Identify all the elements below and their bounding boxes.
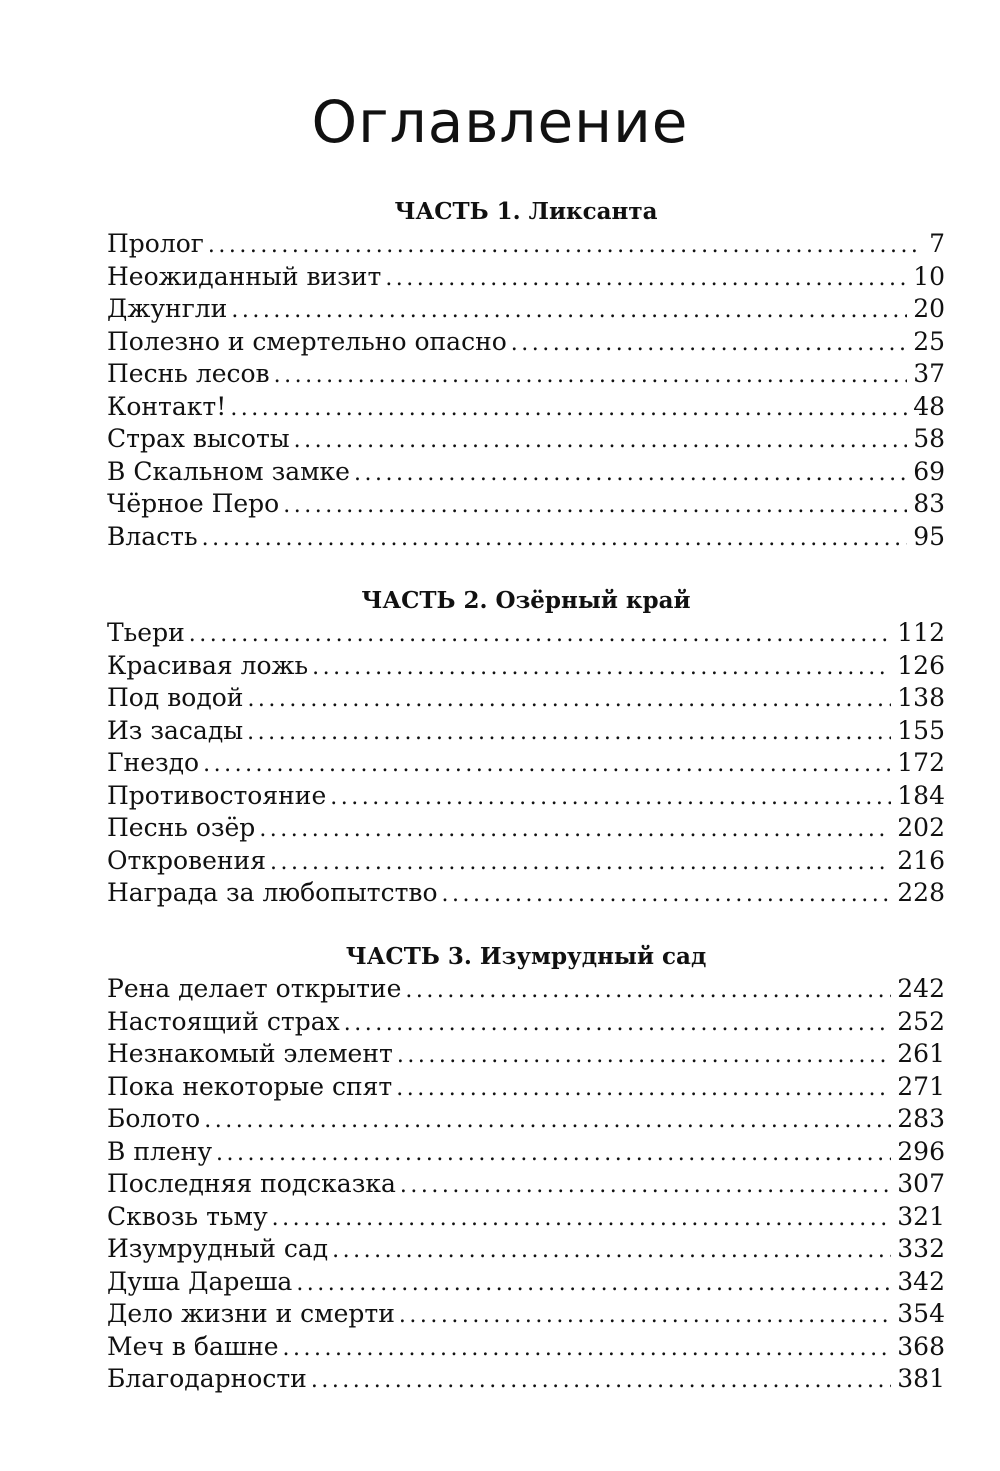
entry-title: Чёрное Перо [107, 489, 280, 518]
entry-title: Гнездо [107, 748, 200, 777]
entry-page: 283 [897, 1104, 945, 1133]
part-heading: ЧАСТЬ 2. Озёрный край [361, 587, 691, 614]
dot-leader [231, 295, 907, 328]
entry-page: 48 [913, 391, 945, 421]
entry-page: 138 [897, 683, 945, 712]
dot-leader [247, 717, 891, 750]
dot-leader [294, 425, 908, 458]
toc-entry [107, 391, 945, 424]
dot-leader [511, 328, 907, 361]
toc-entry [107, 1363, 945, 1396]
dot-leader [247, 684, 891, 717]
entry-page: 261 [897, 1039, 945, 1068]
toc-entry [107, 877, 945, 910]
toc-entry [107, 521, 945, 554]
entry-title: Сквозь тьму [107, 1201, 268, 1231]
dot-leader [311, 1365, 891, 1398]
part-heading: ЧАСТЬ 1. Ликсанта [394, 198, 658, 225]
toc-entry [107, 650, 945, 683]
entry-page: 307 [897, 1169, 945, 1198]
dot-leader [354, 458, 907, 491]
dot-leader [400, 1170, 891, 1203]
dot-leader [396, 1073, 891, 1106]
toc-entry [107, 780, 945, 813]
toc-entry [107, 715, 945, 748]
dot-leader [270, 847, 891, 880]
entry-title: В Скальном замке [107, 456, 350, 486]
entry-page: 184 [897, 780, 945, 810]
entry-title: Из засады [107, 715, 244, 745]
dot-leader [332, 1235, 891, 1268]
dot-leader [230, 393, 907, 426]
part-2 [107, 585, 945, 910]
entry-page: 242 [897, 974, 945, 1003]
entry-title: Джунгли [107, 294, 228, 323]
entry-page: 126 [897, 650, 945, 680]
dot-leader [405, 975, 891, 1008]
dot-leader [272, 1203, 892, 1236]
toc-entry [107, 358, 945, 391]
entry-page: 37 [913, 359, 945, 388]
entry-title: Награда за любопытство [107, 878, 438, 907]
dot-leader [274, 360, 908, 393]
dot-leader [399, 1300, 891, 1333]
toc-entry [107, 1038, 945, 1071]
entry-page: 202 [897, 813, 945, 842]
toc-entry [107, 1136, 945, 1169]
dot-leader [344, 1008, 892, 1041]
entry-page: 252 [897, 1006, 945, 1036]
dot-leader [189, 619, 892, 652]
entry-title: Рена делает открытие [107, 974, 402, 1003]
toc-entry [107, 747, 945, 780]
dot-leader [283, 490, 907, 523]
entry-page: 10 [913, 261, 945, 291]
dot-leader [203, 749, 891, 782]
entry-page: 296 [897, 1136, 945, 1166]
entry-page: 7 [929, 229, 945, 258]
toc-entry [107, 1233, 945, 1266]
entry-page: 228 [897, 878, 945, 907]
toc-entry [107, 456, 945, 489]
part-3 [107, 941, 945, 1396]
dot-leader [330, 782, 891, 815]
entry-title: Изумрудный сад [107, 1234, 329, 1263]
toc-entry [107, 845, 945, 878]
dot-leader [216, 1138, 891, 1171]
entry-title: Песнь лесов [107, 359, 270, 388]
dot-leader [397, 1040, 891, 1073]
entry-page: 381 [897, 1364, 945, 1393]
entry-title: Неожиданный визит [107, 261, 382, 291]
dot-leader [442, 879, 892, 912]
entry-title: Власть [107, 521, 198, 551]
toc-entry [107, 326, 945, 359]
entry-page: 332 [897, 1234, 945, 1263]
entry-page: 58 [913, 424, 945, 453]
entry-title: Страх высоты [107, 424, 290, 453]
entry-title: Пролог [107, 229, 204, 258]
entry-page: 155 [897, 715, 945, 745]
entry-page: 25 [913, 326, 945, 356]
toc-entry [107, 1071, 945, 1104]
dot-leader [283, 1333, 892, 1366]
toc-entry [107, 293, 945, 326]
entry-page: 368 [897, 1331, 945, 1361]
entry-title: Душа Дареша [107, 1266, 293, 1296]
entry-title: Болото [107, 1104, 201, 1133]
entry-title: Незнакомый элемент [107, 1039, 393, 1068]
entry-page: 112 [897, 618, 945, 647]
entry-title: Тьери [107, 618, 185, 647]
part-1 [107, 196, 945, 553]
dot-leader [202, 523, 908, 556]
entry-title: Откровения [107, 845, 266, 875]
toc-entry [107, 812, 945, 845]
toc-entry [107, 1103, 945, 1136]
toc-entry [107, 1331, 945, 1364]
toc-entry [107, 1006, 945, 1039]
entry-title: В плену [107, 1136, 213, 1166]
toc-entry [107, 488, 945, 521]
entry-page: 83 [913, 489, 945, 518]
dot-leader [208, 230, 923, 263]
entry-title: Последняя подсказка [107, 1169, 396, 1198]
dot-leader [296, 1268, 891, 1301]
toc-entry [107, 1298, 945, 1331]
toc-entry [107, 1266, 945, 1299]
entry-title: Благодарности [107, 1364, 307, 1393]
entry-page: 20 [913, 294, 945, 323]
entry-title: Пока некоторые спят [107, 1071, 393, 1101]
dot-leader [312, 652, 891, 685]
entry-title: Песнь озёр [107, 813, 256, 842]
part-heading: ЧАСТЬ 3. Изумрудный сад [345, 943, 707, 970]
entry-page: 321 [897, 1201, 945, 1231]
page-title: Оглавление [311, 88, 689, 156]
dot-leader [204, 1105, 891, 1138]
entry-page: 354 [897, 1299, 945, 1328]
entry-page: 216 [897, 845, 945, 875]
dot-leader [385, 263, 907, 296]
toc-entry [107, 423, 945, 456]
entry-page: 95 [913, 521, 945, 551]
entry-title: Контакт! [107, 391, 227, 421]
toc-entry [107, 617, 945, 650]
entry-title: Дело жизни и смерти [107, 1299, 395, 1328]
toc-entry [107, 261, 945, 294]
entry-page: 172 [897, 748, 945, 777]
toc-entry [107, 973, 945, 1006]
entry-title: Противостояние [107, 780, 327, 810]
entry-page: 342 [897, 1266, 945, 1296]
toc-entry [107, 228, 945, 261]
entry-title: Полезно и смертельно опасно [107, 326, 507, 356]
entry-title: Настоящий страх [107, 1006, 340, 1036]
toc-entry [107, 1168, 945, 1201]
toc-entry [107, 1201, 945, 1234]
dot-leader [259, 814, 891, 847]
entry-title: Красивая ложь [107, 650, 309, 680]
entry-page: 271 [897, 1071, 945, 1101]
entry-title: Меч в башне [107, 1331, 279, 1361]
entry-title: Под водой [107, 683, 244, 712]
entry-page: 69 [913, 456, 945, 486]
toc-entry [107, 682, 945, 715]
